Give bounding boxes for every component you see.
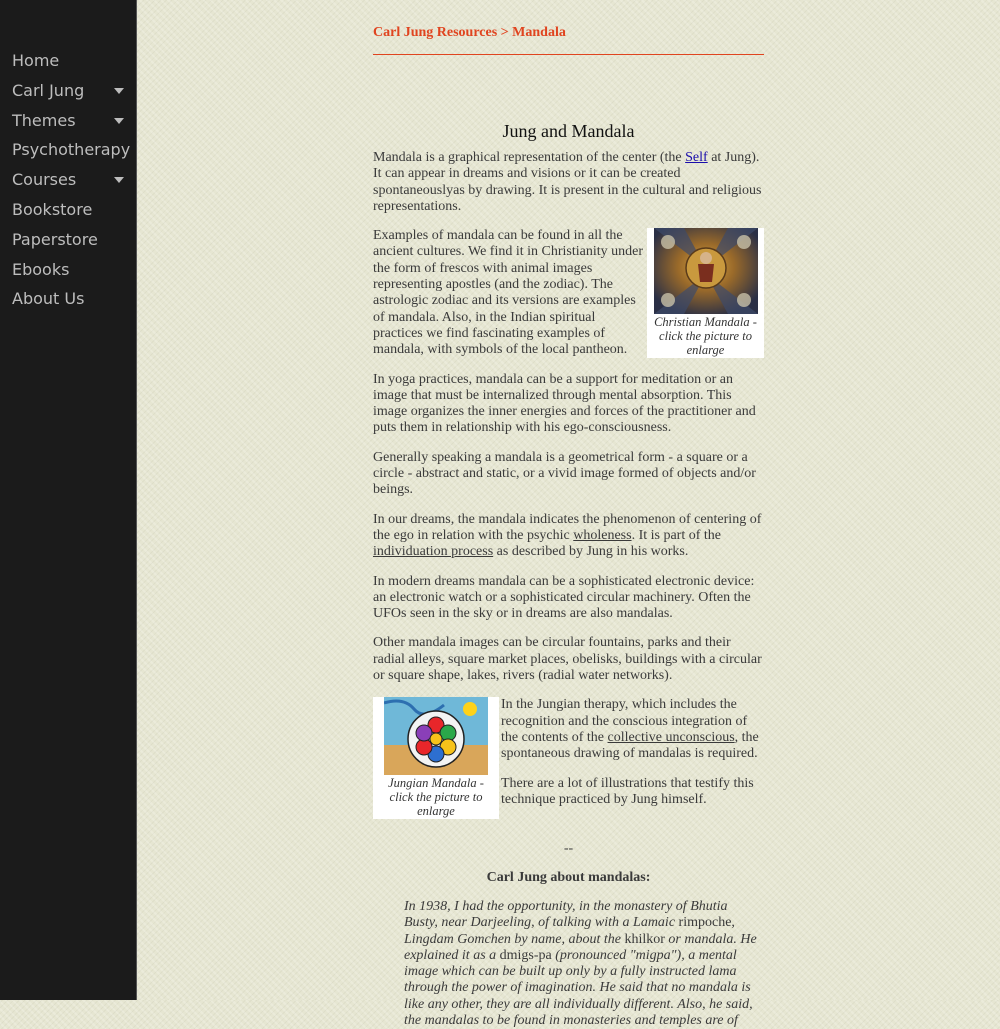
text: rimpoche, xyxy=(678,915,735,931)
chevron-down-icon[interactable] xyxy=(114,118,124,124)
text: In the Jungian therapy, which includes the recognition and the conscious integration of the contents of the xyxy=(501,697,748,745)
nav-item-home[interactable] xyxy=(0,46,136,76)
individuation-process-link[interactable]: individuation process xyxy=(373,544,494,560)
quote-heading: Carl Jung about mandalas: xyxy=(486,869,651,885)
text: khilkor xyxy=(624,931,665,947)
nav-item-bookstore[interactable] xyxy=(0,195,136,225)
figure-caption: Jungian Mandala - click the picture to enlarge xyxy=(388,776,484,819)
divider xyxy=(373,54,764,55)
jungian-mandala-image[interactable] xyxy=(384,697,488,775)
nav-item-label: Bookstore xyxy=(12,199,93,219)
figure-caption: Christian Mandala - click the picture to enlarge xyxy=(654,315,757,358)
nav-item-label: Paperstore xyxy=(12,229,98,249)
text: In our dreams, the mandala indicates the phenomenon of centering of the ego in relation with the psychic xyxy=(373,511,762,543)
christian-mandala-figure xyxy=(647,228,764,358)
nav-item-carl-jung[interactable] xyxy=(0,76,136,106)
paragraph: Examples of mandala can be found in all the ancient cultures. We find it in Christianity under the form of frescos with animal images representing apostles (and the zodiac). The astrologic zodiac and its versions are examples of mandala. Also, in the Indian spiritual practices we find fascinating examples of mandala, with symbols of the local pantheon. xyxy=(373,228,643,358)
nav-item-label: Psychotherapy xyxy=(12,140,131,160)
text: . It is part of the xyxy=(631,527,721,543)
text: In 1938, I had the opportunity, in the monastery of Bhutia Busty, near Darjeeling, of talking with a Lamaic xyxy=(404,898,728,931)
self-link[interactable]: Self xyxy=(685,150,708,165)
page-title: Jung and Mandala xyxy=(502,121,635,141)
breadcrumb[interactable]: Carl Jung Resources > Mandala xyxy=(373,25,566,40)
text: Mandala is a graphical representation of the center (the xyxy=(373,150,686,165)
paragraph xyxy=(373,512,764,561)
sidebar xyxy=(0,0,137,1000)
jung-quote xyxy=(404,899,764,1029)
sidebar-nav xyxy=(0,46,136,314)
text: (pronounced "migpa"), a mental image which can be built up only by a fully instructed lama through the power of imagination. He said that no mandala is like any other, they are all individually different. Also, he said, the mandalas to be found in monasteries and temples are of xyxy=(404,947,753,1028)
nav-item-psychotherapy[interactable] xyxy=(0,135,136,165)
nav-item-about-us[interactable] xyxy=(0,284,136,314)
nav-item-label: Home xyxy=(12,51,60,70)
paragraph: There are a lot of illustrations that testify this technique practiced by Jung himself. xyxy=(501,775,754,807)
text: Lingdam Gomchen by name, about the xyxy=(404,931,625,947)
nav-item-courses[interactable] xyxy=(0,165,136,195)
chevron-down-icon[interactable] xyxy=(114,88,124,94)
nav-item-label: Ebooks xyxy=(12,259,70,279)
paragraph: In yoga practices, mandala can be a support for meditation or an image that must be internalized through mental absorption. This image organizes the inner energies and forces of the practitioner and puts them in relationship with his ego-consciousness. xyxy=(373,371,756,436)
text: at Jung). It can appear in dreams and visions or it can be created spontaneouslyas by drawing. It is present in the cultural and religious representations. xyxy=(373,150,762,214)
nav-item-themes[interactable] xyxy=(0,106,136,136)
christian-mandala-image[interactable] xyxy=(654,228,758,314)
nav-item-ebooks[interactable] xyxy=(0,255,136,285)
paragraph: In modern dreams mandala can be a sophisticated electronic device: an electronic watch or a sophisticated circular machinery. Often the UFOs seen in the sky or in dreams are also mandalas. xyxy=(373,573,755,622)
nav-item-paperstore[interactable] xyxy=(0,225,136,255)
wholeness-link[interactable]: wholeness xyxy=(573,527,632,543)
nav-item-label: Courses xyxy=(12,170,77,190)
nav-item-label: Carl Jung xyxy=(12,80,85,100)
text: dmigs-pa xyxy=(499,947,552,963)
chevron-down-icon[interactable] xyxy=(114,177,124,183)
text: or mandala. He explained it as a xyxy=(404,931,757,963)
collective-unconscious-link[interactable]: collective unconscious xyxy=(607,729,735,745)
nav-item-label: About Us xyxy=(12,289,85,309)
paragraph: Generally speaking a mandala is a geometrical form - a square or a circle - abstract and static, or a vivid image formed of objects and/or beings. xyxy=(373,449,756,498)
paragraph: Other mandala images can be circular fountains, parks and their radial alleys, square market places, obelisks, buildings with a circular or square shape, lakes, rivers (radial water networks). xyxy=(373,635,762,684)
paragraph-intro xyxy=(373,150,764,215)
nav-item-label: Themes xyxy=(12,110,76,130)
main-content xyxy=(373,24,764,1029)
jungian-mandala-figure xyxy=(373,697,499,819)
separator: -- xyxy=(563,841,574,857)
text: as described by Jung in his works. xyxy=(493,544,689,560)
text: , the spontaneous drawing of mandalas is required. xyxy=(501,729,759,762)
